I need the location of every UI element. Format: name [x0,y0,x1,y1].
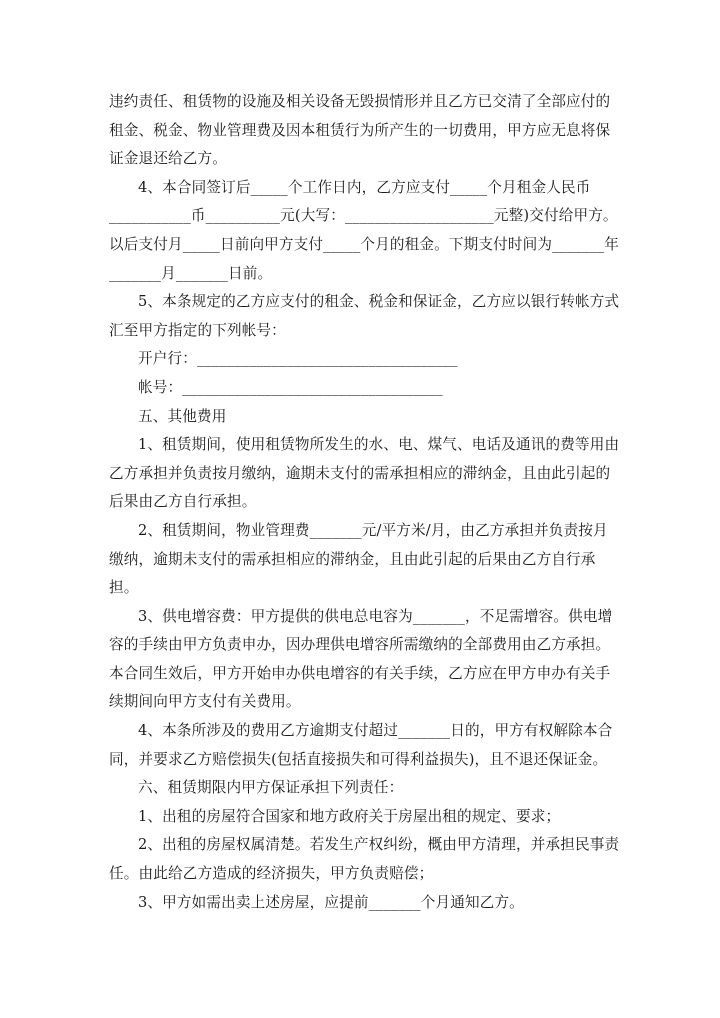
text-line: 以后支付月_____日前向甲方支付_____个月的租金。下期支付时间为_______年 [109,235,619,253]
text-line: 六、租赁期限内甲方保证承担下列责任： [138,779,404,797]
text-line: 后果由乙方自行承担。 [109,493,257,511]
text-line: 缴纳，逾期未支付的需承担相应的滞纳金，且由此引起的后果由乙方自行承 [109,550,596,568]
text-line: 3、供电增容费：甲方提供的供电总电容为_______，不足需增容。供电增 [138,607,613,625]
text-line: ___________币__________元(大写：____________________元整)交付给甲方。 [109,207,618,225]
text-line: 任。由此给乙方造成的经济损失，甲方负责赔偿； [109,865,434,883]
text-line: 1、出租的房屋符合国家和地方政府关于房屋出租的规定、要求； [138,807,561,825]
text-line: 租金、税金、物业管理费及因本租赁行为所产生的一切费用，甲方应无息将保 [109,121,611,139]
text-line: 开户行：___________________________________ [138,350,458,368]
text-line: 同，并要求乙方赔偿损失(包括直接损失和可得利益损失)，且不退还保证金。 [109,750,608,768]
text-line: 续期间向甲方支付有关费用。 [109,693,301,711]
text-line: 担。 [109,579,139,597]
text-line: 证金退还给乙方。 [109,150,227,168]
text-line: 容的手续由甲方负责申办，因办理供电增容所需缴纳的全部费用由乙方承担。 [109,636,611,654]
text-line: 5、本条规定的乙方应支付的租金、税金和保证金，乙方应以银行转帐方式 [138,293,620,311]
text-line: 乙方承担并负责按月缴纳，逾期未支付的需承担相应的滞纳金，且由此引起的 [109,464,611,482]
document-body [109,88,624,917]
text-line: 1、租赁期间，使用租赁物所发生的水、电、煤气、电话及通讯的费等用由 [138,436,620,454]
text-line: 3、甲方如需出卖上述房屋，应提前_______个月通知乙方。 [138,893,524,911]
text-line: 2、出租的房屋权属清楚。若发生产权纠纷，概由甲方清理，并承担民事责 [138,836,620,854]
text-line: 违约责任、租赁物的设施及相关设备无毁损情形并且乙方已交清了全部应付的 [109,93,611,110]
text-line: 五、其他费用 [138,407,227,425]
text-line: 汇至甲方指定的下列帐号： [109,321,286,339]
text-line: 帐号：___________________________________ [138,378,443,396]
text-line: 4、本条所涉及的费用乙方逾期支付超过_______日的，甲方有权解除本合 [138,722,613,740]
text-line: 本合同生效后，甲方开始申办供电增容的有关手续，乙方应在甲方申办有关手 [109,664,611,682]
text-line: 2、租赁期间，物业管理费_______元/平方米/月，由乙方承担并负责按月 [138,521,608,539]
text-line: 4、本合同签订后_____个工作日内，乙方应支付_____个月租金人民币 [138,178,591,196]
text-line: _______月_______日前。 [109,264,273,282]
